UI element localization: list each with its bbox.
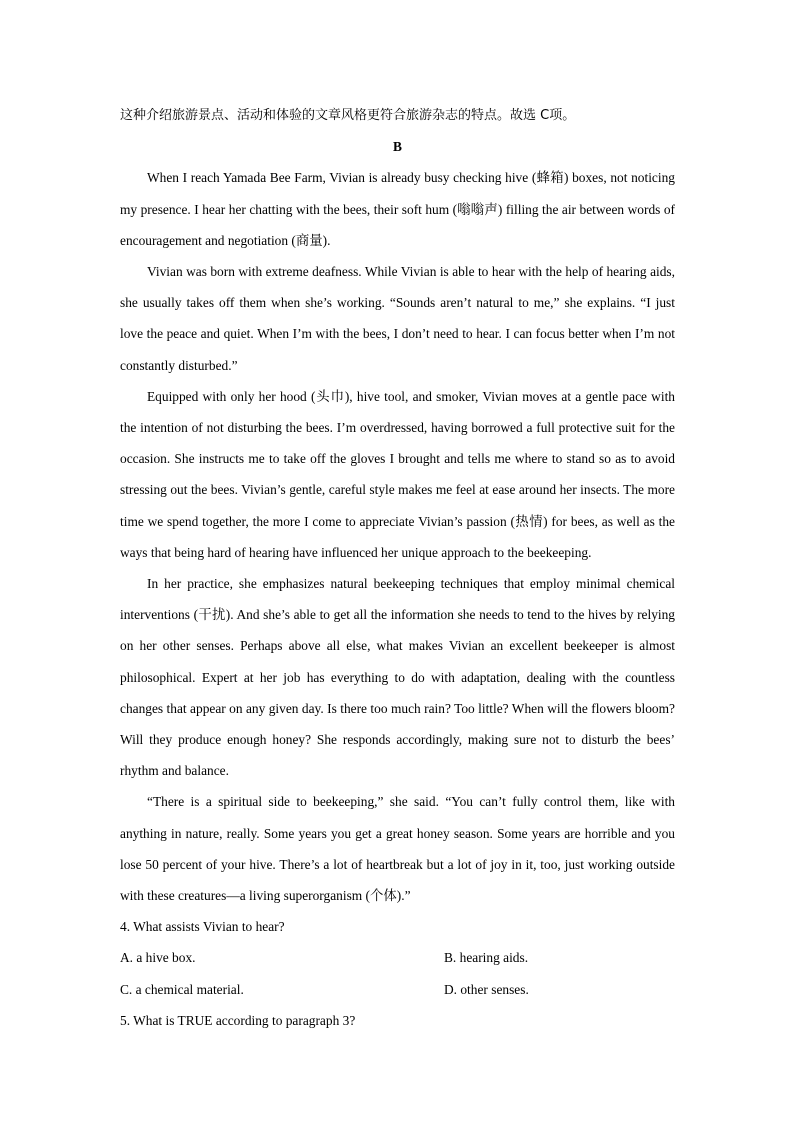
question-4-options-row-2 [120, 974, 675, 1005]
question-4-stem: 4. What assists Vivian to hear? [120, 919, 285, 935]
paragraph-3: Equipped with only her hood (头巾), hive tool, and smoker, Vivian moves at a gentle pace with the intention of not disturbing the bees. I’m overdressed, having borrowed a full protective suit for the occasion. She instructs me to take off the gloves I brought and tells me where to stand so as to avoid stressing out the bees. Vivian’s gentle, careful style makes me feel at ease around her insects. The more time we spend together, the more I come to appreciate Vivian’s passion (热情) for bees, as well as the ways that being hard of hearing have influenced her unique approach to the beekeeping. [120, 388, 675, 560]
q4-option-c: C. a chemical material. [120, 981, 244, 997]
intro-line: 这种介绍旅游景点、活动和体验的文章风格更符合旅游杂志的特点。故选 C项。 [120, 108, 576, 123]
paragraph-2: Vivian was born with extreme deafness. While Vivian is able to hear with the help of hearing aids, she usually takes off them when she’s working. “Sounds aren’t natural to me,” she explains. “I just love the peace and quiet. When I’m with the bees, I don’t need to hear. I can focus better when I’m not constantly disturbed.” [120, 264, 675, 373]
paragraph-5: “There is a spiritual side to beekeeping,” she said. “You can’t fully control them, like with anything in nature, really. Some years you get a great honey season. Some years are horrible and you lose 50 percent of your hive. There’s a lot of heartbreak but a lot of joy in it, too, just working outside with these creatures—a living superorganism (个体).” [120, 794, 675, 904]
paragraph-1: When I reach Yamada Bee Farm, Vivian is already busy checking hive (蜂箱) boxes, not noticing my presence. I hear her chatting with the bees, their soft hum (嗡嗡声) filling the air between words of encouragement and negotiation (商量). [120, 170, 675, 248]
section-label: B [393, 139, 402, 155]
question-5-stem: 5. What is TRUE according to paragraph 3? [120, 1012, 356, 1028]
q4-option-d: D. other senses. [444, 981, 529, 997]
question-4-options-row-1 [120, 942, 675, 973]
q4-option-a: A. a hive box. [120, 950, 196, 966]
paragraph-4: In her practice, she emphasizes natural beekeeping techniques that employ minimal chemical interventions (干扰). And she’s able to get all the information she needs to tend to the hives by relying on her other senses. Perhaps above all else, what makes Vivian an excellent beekeeper is almost philosophical. Expert at her job has everything to do with adaptation, dealing with the countless changes that appear on any given day. Is there too much rain? Too little? When will the flowers bloom? Will they produce enough honey? She responds accordingly, making sure not to disturb the bees’ rhythm and balance. [120, 576, 675, 779]
document-page [120, 100, 675, 1036]
q4-option-b: B. hearing aids. [444, 950, 529, 966]
